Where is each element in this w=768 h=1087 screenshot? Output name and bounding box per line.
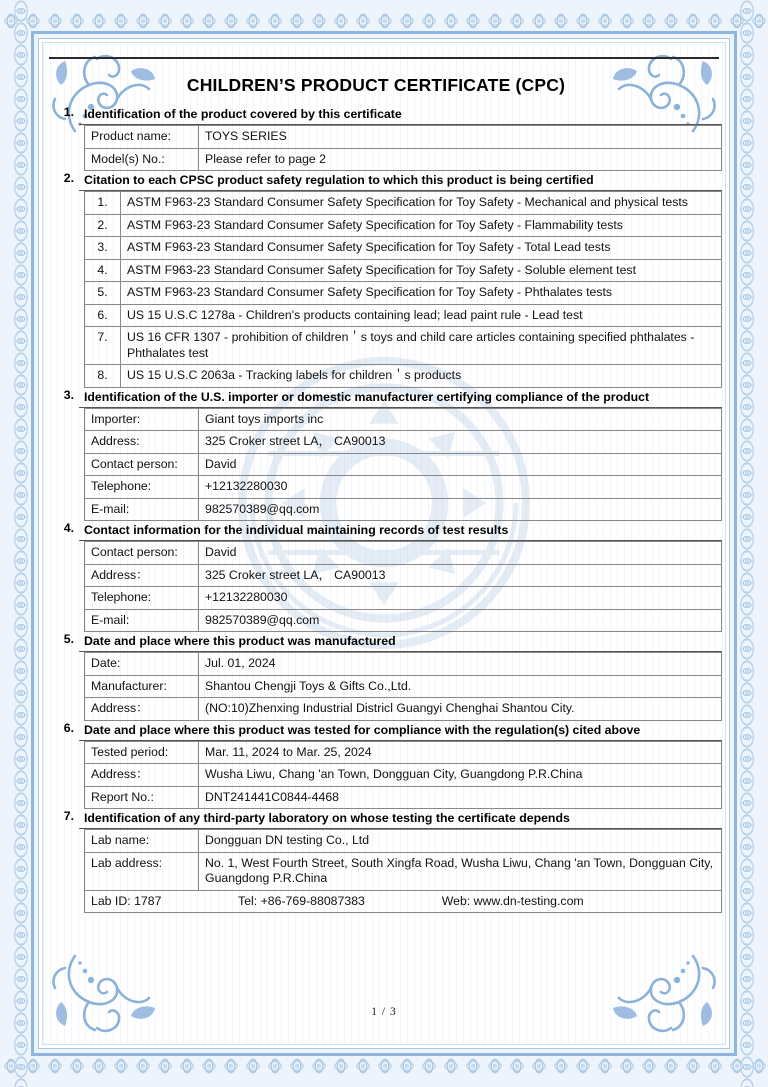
field-value: 325 Croker street LA， CA90013: [199, 431, 722, 454]
citation-index: 7.: [85, 327, 121, 365]
table-row: [85, 890, 722, 913]
section-number: 1.: [63, 105, 74, 119]
field-value: Mar. 11, 2024 to Mar. 25, 2024: [199, 741, 722, 764]
regulation-citation-table: [84, 191, 722, 388]
page-number: 1 / 3: [371, 1006, 397, 1018]
section-heading: Citation to each CPSC product safety regulation to which this product is being certified: [79, 171, 722, 191]
section-heading-row: [57, 721, 722, 741]
field-label: Telephone:: [85, 476, 199, 499]
citation-text: ASTM F963-23 Standard Consumer Safety Specification for Toy Safety - Soluble element test: [121, 259, 722, 282]
citation-text: ASTM F963-23 Standard Consumer Safety Specification for Toy Safety - Total Lead tests: [121, 237, 722, 260]
field-label: Manufacturer:: [85, 675, 199, 698]
paper-surface: [43, 43, 725, 1044]
document-content: [43, 43, 725, 1044]
records-contact-table: [84, 541, 722, 632]
table-row: [85, 282, 722, 305]
table-row: [85, 126, 722, 149]
section-body-row: [57, 191, 722, 388]
citation-text: US 16 CFR 1307 - prohibition of children＇s toys and child care articles containing specified phthalates - Phthalates test: [121, 327, 722, 365]
table-row: [85, 214, 722, 237]
lab-tel-text: Tel: +86-769-88087383: [238, 893, 365, 908]
section-heading: Date and place where this product was manufactured: [79, 632, 722, 652]
section-number: 2.: [63, 171, 74, 185]
section-heading: Identification of any third-party laboratory on whose testing the certificate depends: [79, 809, 722, 829]
table-row: [85, 741, 722, 764]
field-label: Product name:: [85, 126, 199, 149]
section-number: 4.: [63, 521, 74, 535]
field-label: Date:: [85, 653, 199, 676]
section-body-row: [57, 740, 722, 809]
table-row: [85, 192, 722, 215]
field-value: Please refer to page 2: [199, 148, 722, 171]
section-number: 7.: [63, 809, 74, 823]
citation-index: 1.: [85, 192, 121, 215]
section-heading-row: [57, 521, 722, 541]
field-label: E-mail:: [85, 498, 199, 521]
field-value: 325 Croker street LA， CA90013: [199, 564, 722, 587]
table-row: [85, 237, 722, 260]
section-heading-row: [57, 632, 722, 652]
field-value: David: [199, 453, 722, 476]
table-row: [85, 786, 722, 809]
title-top-rule: [49, 57, 719, 59]
table-row: [85, 304, 722, 327]
field-value: Giant toys imports inc: [199, 408, 722, 431]
table-row: [85, 365, 722, 388]
field-label: Address:: [85, 431, 199, 454]
section-heading-row: [57, 105, 722, 125]
field-value: DNT241441C0844-4468: [199, 786, 722, 809]
citation-index: 4.: [85, 259, 121, 282]
lab-id-text: Lab ID: 1787: [91, 893, 162, 908]
section-heading: Contact information for the individual maintaining records of test results: [79, 521, 722, 541]
page-title: CHILDREN’S PRODUCT CERTIFICATE (CPC): [186, 75, 566, 95]
field-label: Lab address:: [85, 852, 199, 890]
table-row: [85, 653, 722, 676]
testing-details-table: [84, 741, 722, 810]
product-identification-table: [84, 125, 722, 171]
section-body-row: [57, 541, 722, 633]
section-number: 5.: [63, 632, 74, 646]
section-body-row: [57, 829, 722, 914]
section-heading: Identification of the U.S. importer or domestic manufacturer certifying compliance of the product: [79, 388, 722, 408]
field-label: Tested period:: [85, 741, 199, 764]
field-value: (NO:10)Zhenxing Industrial Districl Guangyi Chenghai Shantou City.: [199, 698, 722, 721]
section-heading: Date and place where this product was tested for compliance with the regulation(s) cited above: [79, 721, 722, 741]
field-label: Address：: [85, 564, 199, 587]
table-row: [85, 542, 722, 565]
citation-text: ASTM F963-23 Standard Consumer Safety Specification for Toy Safety - Flammability tests: [121, 214, 722, 237]
table-row: [85, 148, 722, 171]
table-row: [85, 453, 722, 476]
certificate-table: [57, 105, 722, 913]
table-row: [85, 764, 722, 787]
table-row: [85, 498, 722, 521]
field-label: Address：: [85, 764, 199, 787]
field-label: Report No.:: [85, 786, 199, 809]
manufacture-details-table: [84, 652, 722, 721]
field-value: TOYS SERIES: [199, 126, 722, 149]
table-row: [85, 431, 722, 454]
field-value: Shantou Chengji Toys & Gifts Co.,Ltd.: [199, 675, 722, 698]
table-row: [85, 564, 722, 587]
table-row: [85, 830, 722, 853]
field-label: E-mail:: [85, 609, 199, 632]
field-value: +12132280030: [199, 476, 722, 499]
lab-web-text: Web: www.dn-testing.com: [441, 893, 584, 908]
section-heading-row: [57, 171, 722, 191]
citation-text: US 15 U.S.C 2063a - Tracking labels for children＇s products: [121, 365, 722, 388]
citation-text: ASTM F963-23 Standard Consumer Safety Specification for Toy Safety - Mechanical and physical tests: [121, 192, 722, 215]
laboratory-information-table: [84, 829, 722, 913]
table-row: [85, 476, 722, 499]
citation-index: 5.: [85, 282, 121, 305]
field-value: +12132280030: [199, 587, 722, 610]
citation-index: 2.: [85, 214, 121, 237]
field-label: Telephone:: [85, 587, 199, 610]
table-row: [85, 259, 722, 282]
section-heading-row: [57, 388, 722, 408]
field-label: Model(s) No.:: [85, 148, 199, 171]
section-body-row: [57, 652, 722, 721]
field-value: Wusha Liwu, Chang 'an Town, Dongguan City, Guangdong P.R.China: [199, 764, 722, 787]
field-value: No. 1, West Fourth Street, South Xingfa Road, Wusha Liwu, Chang 'an Town, Dongguan City, Guangdong P.R.China: [199, 852, 722, 890]
field-label: Lab name:: [85, 830, 199, 853]
field-value: Dongguan DN testing Co., Ltd: [199, 830, 722, 853]
citation-index: 6.: [85, 304, 121, 327]
citation-index: 3.: [85, 237, 121, 260]
field-value: 982570389@qq.com: [199, 498, 722, 521]
table-row: [85, 852, 722, 890]
table-row: [85, 698, 722, 721]
section-heading: Identification of the product covered by this certificate: [79, 105, 722, 125]
field-value: Jul. 01, 2024: [199, 653, 722, 676]
section-body-row: [57, 125, 722, 172]
section-heading-row: [57, 809, 722, 829]
field-label: Importer:: [85, 408, 199, 431]
section-number: 6.: [63, 720, 74, 735]
citation-index: 8.: [85, 365, 121, 388]
laboratory-contact-row: [85, 890, 722, 913]
field-label: Contact person:: [85, 542, 199, 565]
section-number: 3.: [63, 387, 74, 402]
section-body-row: [57, 407, 722, 521]
citation-text: ASTM F963-23 Standard Consumer Safety Specification for Toy Safety - Phthalates tests: [121, 282, 722, 305]
importer-information-table: [84, 408, 722, 522]
field-value: 982570389@qq.com: [199, 609, 722, 632]
field-label: Address：: [85, 698, 199, 721]
table-row: [85, 408, 722, 431]
table-row: [85, 675, 722, 698]
table-row: [85, 327, 722, 365]
table-row: [85, 587, 722, 610]
table-row: [85, 609, 722, 632]
citation-text: US 15 U.S.C 1278a - Children's products containing lead; lead paint rule - Lead test: [121, 304, 722, 327]
field-value: David: [199, 542, 722, 565]
field-label: Contact person:: [85, 453, 199, 476]
